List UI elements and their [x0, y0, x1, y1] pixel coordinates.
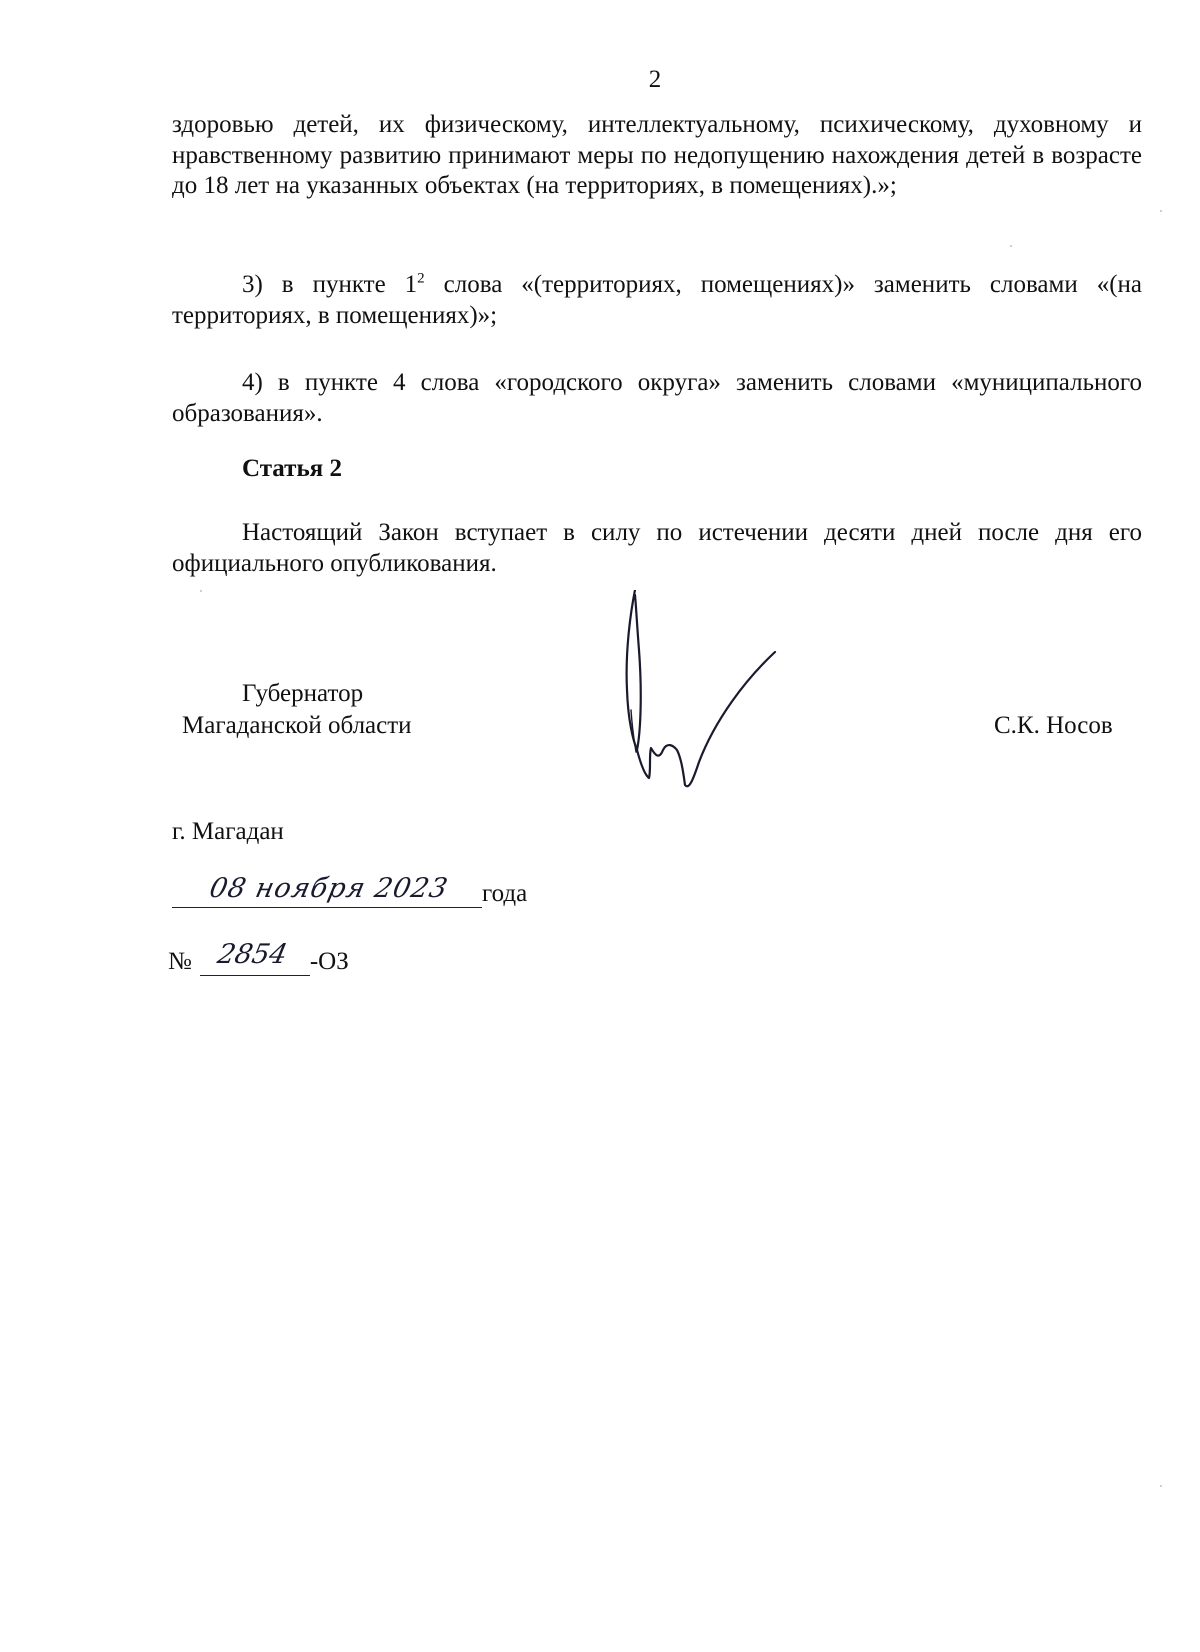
- page-number: 2: [648, 66, 662, 93]
- handwritten-date: 08 ноября 2023: [206, 873, 452, 904]
- scan-speck: [200, 590, 202, 592]
- signatory-name: С.К. Носов: [994, 712, 1113, 739]
- number-blank: [200, 939, 310, 976]
- item-3-text-end: слова «(территориях, помещениях)» заменить словами «(на территориях, в помещениях)»;: [172, 271, 1142, 329]
- handwritten-signature: [615, 590, 805, 820]
- signatory-title-line-2: Магаданской области: [182, 712, 412, 739]
- scan-speck: [1160, 1485, 1162, 1487]
- signatory-title-line-1: Губернатор: [242, 680, 364, 707]
- date-blank: [172, 873, 482, 908]
- number-sign: №: [168, 948, 192, 975]
- date-line: [172, 873, 528, 908]
- article-2-text: Настоящий Закон вступает в силу по истечении десяти дней после дня его официального опубликования.: [172, 519, 1142, 577]
- paragraph-item-3: [172, 270, 1142, 331]
- article-2-heading: Статья 2: [242, 455, 342, 482]
- handwritten-number: 2854: [214, 939, 290, 970]
- number-suffix: -ОЗ: [309, 948, 349, 975]
- law-number-line: [168, 939, 349, 976]
- paragraph-continuation: здоровью детей, их физическому, интеллектуальному, психическому, духовному и нравственному развитию принимают меры по недопущению нахождения детей в возрасте до 18 лет на указанных объектах (на территориях, в помещениях).»;: [172, 111, 1142, 199]
- scan-speck: [1010, 245, 1012, 247]
- item-3-superscript: 2: [417, 270, 425, 287]
- scan-speck: [1160, 210, 1162, 212]
- date-suffix: года: [482, 880, 528, 907]
- place-of-signing: г. Магадан: [172, 818, 284, 845]
- item-3-text-start: 3) в пункте 1: [242, 271, 418, 298]
- paragraph-item-4: 4) в пункте 4 слова «городского округа» заменить словами «муниципального образования».: [172, 369, 1142, 427]
